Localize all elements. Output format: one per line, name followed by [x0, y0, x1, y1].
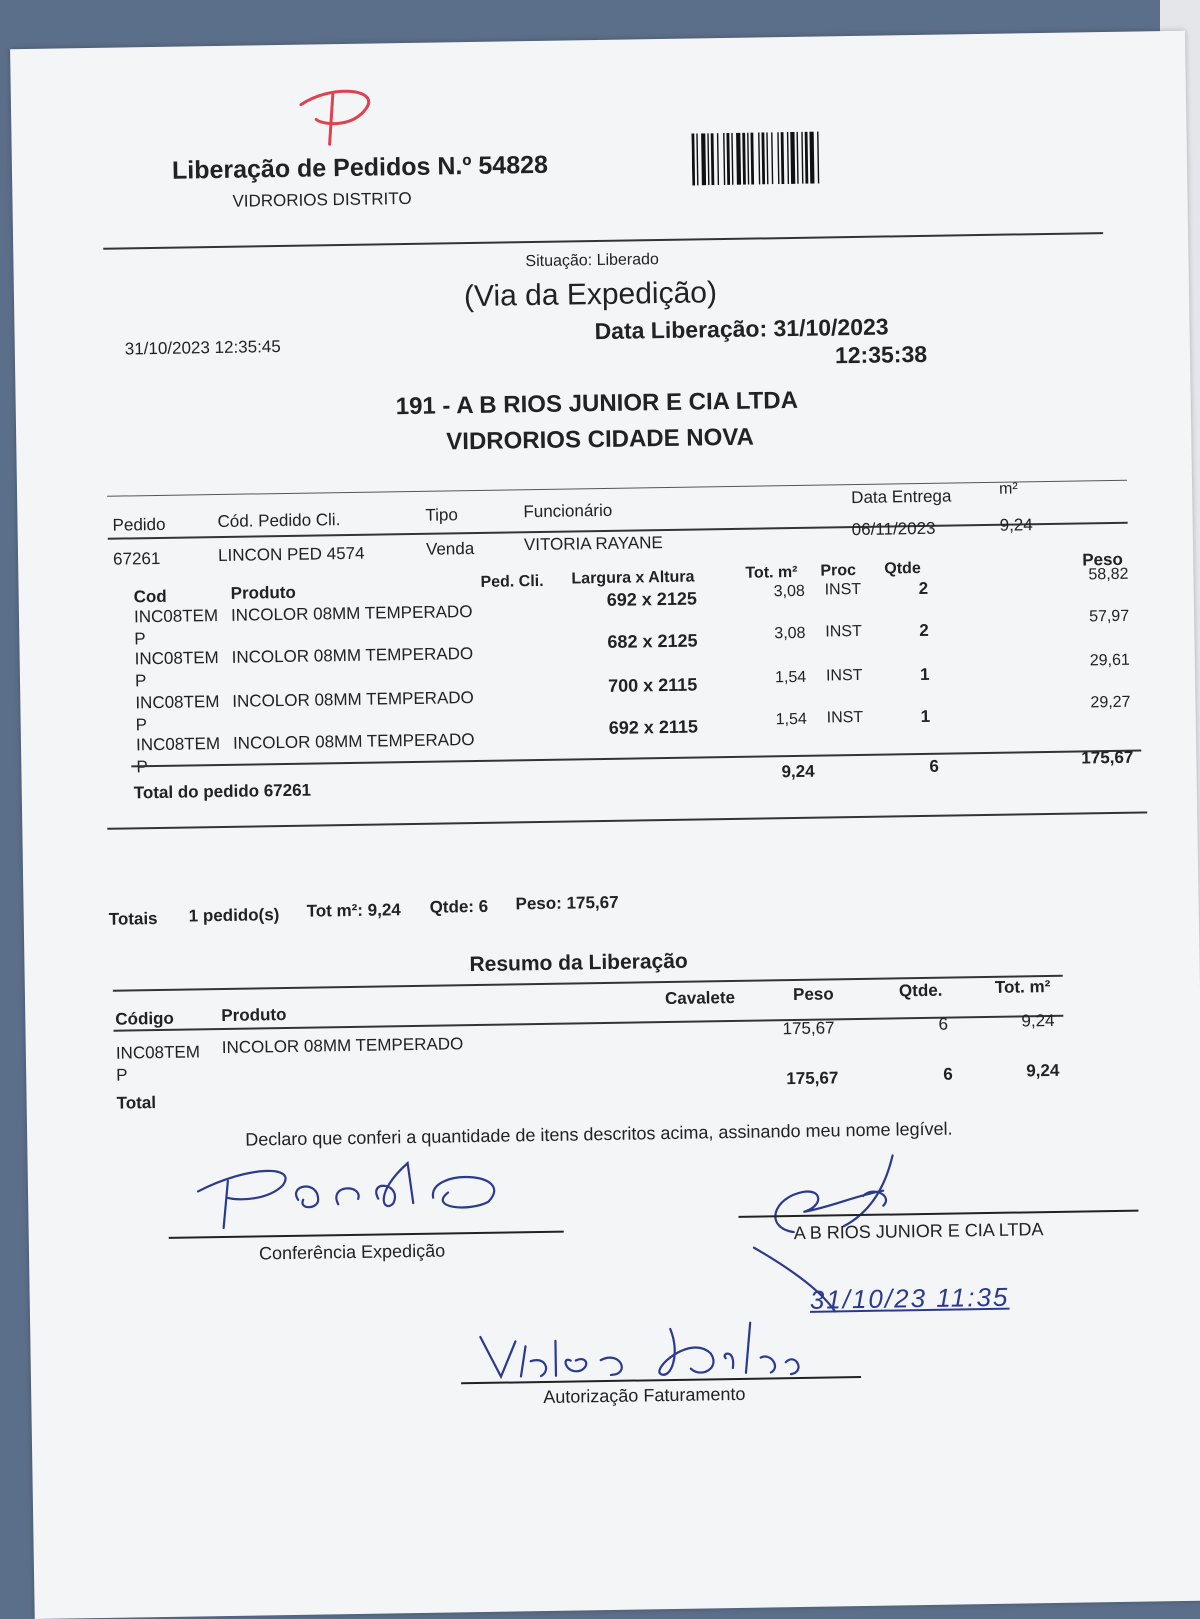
resumo-col-peso: Peso [792, 984, 834, 1005]
totais-qtde: Qtde: 6 [429, 896, 489, 917]
col-cod: Cod [133, 586, 167, 607]
client-name: 191 - A B RIOS JUNIOR E CIA LTDA [395, 386, 799, 421]
barcode-bar [701, 133, 706, 185]
resumo-produto: INCOLOR 08MM TEMPERADO [221, 1034, 464, 1058]
item-cod: INC08TEM [134, 648, 219, 669]
col-peso: Peso [1082, 549, 1124, 570]
barcode-bar [711, 133, 715, 185]
barcode-bar [758, 132, 760, 184]
signature-conferencia [187, 1151, 528, 1236]
barcode-bar [696, 133, 698, 185]
item-qtde: 2 [919, 620, 929, 641]
divider [107, 811, 1147, 829]
client-store: VIDRORIOS CIDADE NOVA [446, 423, 755, 456]
item-proc: INST [825, 666, 863, 685]
col-m2: m² [998, 480, 1018, 498]
barcode-bar [801, 132, 803, 184]
val-pedido: 67261 [112, 548, 161, 569]
val-tipo: Venda [425, 539, 475, 559]
totais-m2: Tot m²: 9,24 [306, 900, 401, 921]
company-name: VIDRORIOS DISTRITO [232, 188, 412, 211]
col-tot-m2: Tot. m² [745, 563, 798, 582]
totais-label: Totais [108, 909, 158, 929]
order-total-qtde: 6 [929, 756, 940, 776]
barcode-bar [736, 133, 741, 185]
resumo-peso: 175,67 [782, 1018, 835, 1039]
barcode-bar [787, 132, 789, 184]
item-qtde: 1 [919, 664, 930, 685]
resumo-tot-m2: 9,24 [1021, 1010, 1055, 1031]
item-proc: INST [825, 622, 862, 641]
item-proc: INST [824, 580, 862, 599]
label-conferencia: Conferência Expedição [258, 1240, 446, 1264]
barcode-bar [790, 132, 795, 184]
item-proc: INST [826, 708, 864, 727]
barcode-bar [742, 133, 746, 185]
col-qtde: Qtde [884, 559, 921, 578]
col-data-entrega: Data Entrega [851, 486, 952, 508]
printed-timestamp: 31/10/2023 12:35:45 [124, 337, 281, 359]
item-cod: INC08TEM [135, 734, 221, 755]
barcode-bar [731, 133, 733, 185]
declaration-text: Declaro que conferi a quantidade de itens descritos acima, assinando meu nome legível. [245, 1118, 953, 1150]
resumo-col-tot-m2: Tot. m² [994, 977, 1051, 997]
item-cod-cont: P [134, 629, 146, 649]
item-peso: 29,27 [1090, 693, 1131, 712]
resumo-col-cavalete: Cavalete [664, 987, 736, 1009]
barcode-bar [723, 133, 725, 185]
order-total-label: Total do pedido 67261 [133, 780, 312, 803]
divider [107, 480, 1127, 497]
resumo-cod-cont: P [116, 1065, 128, 1085]
item-produto: INCOLOR 08MM TEMPERADO [230, 602, 473, 625]
barcode-bar [717, 133, 719, 185]
label-autorizacao: Autorização Faturamento [543, 1383, 746, 1408]
resumo-total-qtde: 6 [943, 1064, 953, 1084]
barcode-bar [817, 132, 819, 184]
document-page [10, 31, 1200, 1619]
item-tot-m2: 1,54 [775, 710, 807, 729]
val-funcionario: VITORIA RAYANE [523, 533, 663, 555]
col-funcionario: Funcionário [523, 500, 613, 522]
resumo-title: Resumo da Liberação [469, 949, 688, 977]
data-liberacao: Data Liberação: 31/10/2023 [594, 313, 889, 345]
barcode-bar [777, 132, 779, 184]
item-dimensions: 692 x 2125 [606, 588, 698, 610]
item-dimensions: 682 x 2125 [607, 630, 698, 652]
order-total-m2: 9,24 [781, 761, 815, 782]
barcode [691, 131, 872, 186]
item-produto: INCOLOR 08MM TEMPERADO [231, 644, 474, 667]
barcode-bar [771, 132, 773, 184]
item-dimensions: 700 x 2115 [607, 674, 698, 696]
resumo-col-produto: Produto [221, 1005, 287, 1026]
totais-pedidos: 1 pedido(s) [188, 905, 280, 926]
resumo-col-codigo: Código [115, 1008, 175, 1029]
resumo-qtde: 6 [938, 1014, 949, 1034]
barcode-bar [750, 133, 754, 185]
barcode-bar [761, 132, 765, 184]
item-tot-m2: 1,54 [774, 668, 807, 687]
item-dimensions: 692 x 2115 [608, 716, 699, 738]
totais-peso: Peso: 175,67 [515, 892, 619, 914]
val-data-entrega: 06/11/2023 [851, 518, 936, 540]
barcode-bar [747, 133, 749, 185]
col-proc: Proc [820, 562, 857, 580]
barcode-bar [796, 132, 798, 184]
document-title: Liberação de Pedidos N.º 54828 [171, 150, 549, 185]
status-situacao: Situação: Liberado [525, 251, 660, 271]
col-largura-altura: Largura x Altura [571, 568, 695, 588]
item-peso: 58,82 [1088, 565, 1129, 584]
item-qtde: 1 [920, 706, 931, 727]
item-cod: INC08TEM [133, 606, 219, 627]
barcode-bar [809, 132, 814, 184]
col-produto: Produto [230, 582, 296, 603]
item-tot-m2: 3,08 [774, 624, 806, 643]
barcode-bar [707, 133, 709, 185]
order-total-peso: 175,67 [1081, 747, 1134, 768]
resumo-col-qtde: Qtde. [898, 980, 943, 1001]
item-tot-m2: 3,08 [773, 582, 805, 601]
col-pedido: Pedido [112, 514, 166, 535]
barcode-bar [805, 132, 809, 184]
data-liberacao-time: 12:35:38 [834, 340, 928, 369]
resumo-cod: INC08TEM [115, 1042, 201, 1063]
item-peso: 29,61 [1089, 651, 1130, 670]
item-produto: INCOLOR 08MM TEMPERADO [232, 688, 474, 711]
divider [103, 232, 1103, 250]
via-label: (Via da Expedição) [463, 276, 718, 314]
item-cod-cont: P [135, 715, 148, 735]
barcode-bar [766, 132, 768, 184]
item-cod-cont: P [134, 671, 147, 691]
resumo-total-tot-m2: 9,24 [1026, 1060, 1060, 1081]
barcode-bar [781, 132, 785, 184]
label-empresa: A B RIOS JUNIOR E CIA LTDA [793, 1219, 1044, 1244]
col-ped-cli: Ped. Cli. [480, 572, 544, 591]
col-cod-pedido-cli: Cód. Pedido Cli. [217, 510, 341, 532]
val-m2: 9,24 [999, 515, 1033, 535]
item-qtde: 2 [918, 578, 929, 599]
handwritten-p-mark [281, 73, 392, 155]
barcode-bar [691, 133, 695, 185]
item-produto: INCOLOR 08MM TEMPERADO [232, 730, 475, 753]
handwritten-date: 31/10/23 11:35 [809, 1281, 1010, 1315]
val-cod-pedido-cli: LINCON PED 4574 [217, 543, 365, 566]
resumo-total-peso: 175,67 [786, 1068, 839, 1089]
barcode-bar [726, 133, 730, 185]
item-peso: 57,97 [1088, 607, 1130, 626]
resumo-total-label: Total [116, 1093, 157, 1113]
item-cod: INC08TEM [135, 692, 220, 713]
signature-autorizacao [470, 1312, 811, 1387]
col-tipo: Tipo [425, 505, 459, 525]
